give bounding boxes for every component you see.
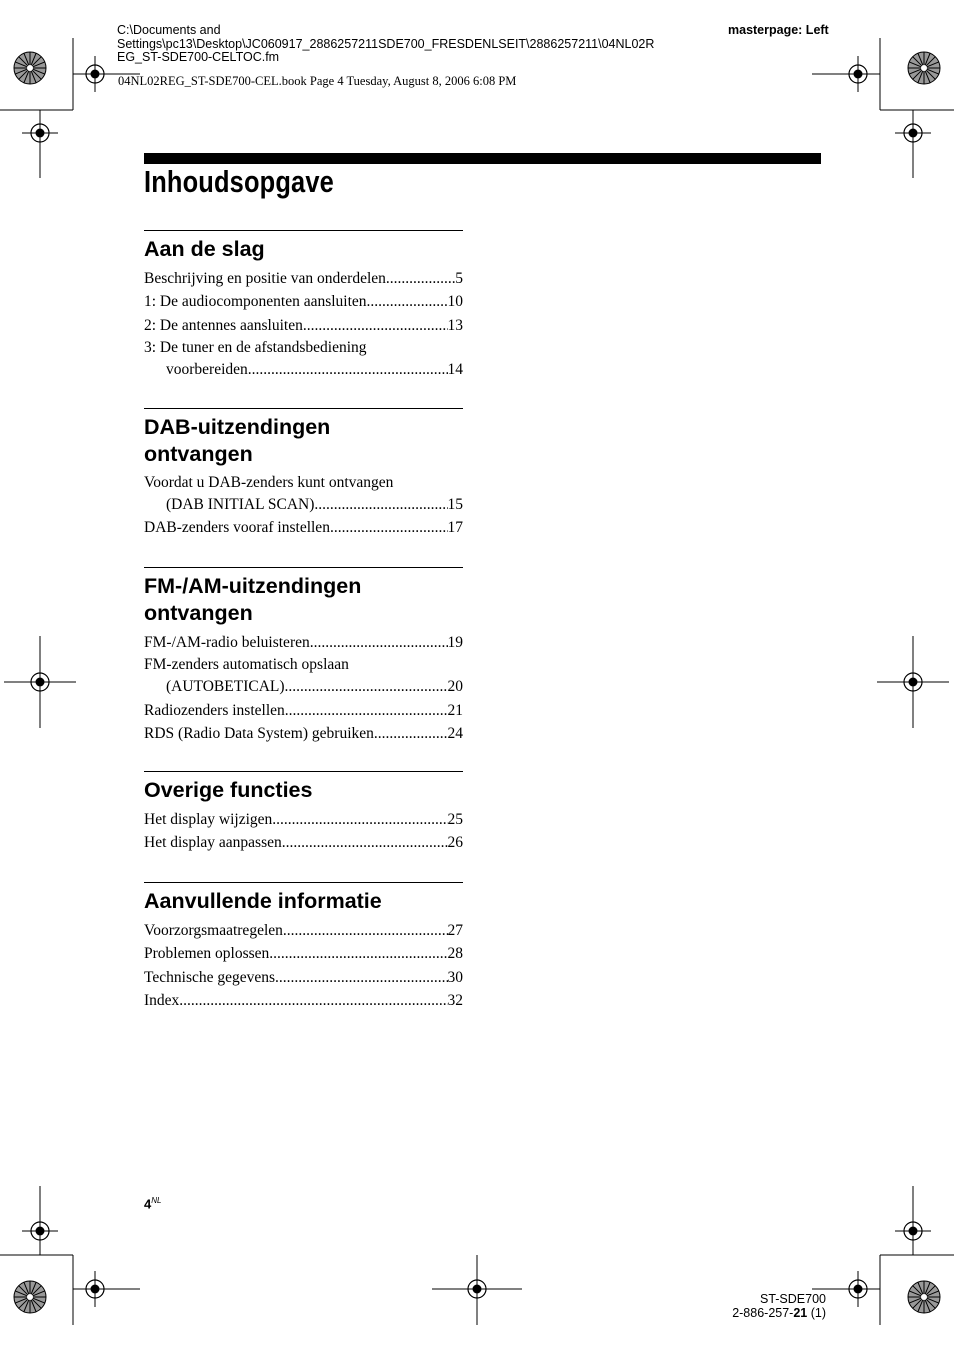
entry-page: 30 (447, 968, 463, 986)
section-title-line: DAB-uitzendingen (144, 415, 331, 439)
entry-text: Radiozenders instellen (144, 701, 285, 719)
toc-entry[interactable] (144, 966, 463, 989)
entry-text: (AUTOBETICAL) (166, 678, 285, 696)
entry-page: 20 (447, 678, 463, 696)
entry-page: 21 (447, 701, 463, 719)
model-code (700, 1306, 826, 1320)
toc-entry[interactable] (144, 631, 463, 654)
toc-entry-multiline[interactable] (144, 337, 463, 381)
toc-entry[interactable] (144, 267, 463, 290)
file-path-header (117, 24, 654, 65)
entry-page: 14 (447, 360, 463, 378)
section-title: Aan de slag (144, 237, 265, 261)
section-title: Overige functies (144, 778, 313, 802)
entry-first-line: Voordat u DAB-zenders kunt ontvangen (144, 474, 394, 491)
section-title (144, 573, 463, 627)
sunburst-mark-top-right (908, 52, 940, 84)
sunburst-mark-bottom-right (908, 1281, 940, 1313)
toc-entry[interactable] (144, 831, 463, 854)
model-info (700, 1292, 826, 1320)
model-name: ST-SDE700 (759, 1292, 826, 1306)
model-code-bold: 21 (793, 1306, 808, 1320)
entry-text: Het display aanpassen (144, 834, 282, 852)
model-code-prefix: 2-886-257- (732, 1306, 794, 1320)
entry-text: 2: De antennes aansluiten (144, 316, 303, 334)
toc-entry-multiline[interactable] (144, 654, 463, 698)
sunburst-mark-bottom-left (14, 1281, 46, 1313)
entry-page: 24 (447, 724, 463, 742)
book-info-line: 04NL02REG_ST-SDE700-CEL.book Page 4 Tuesday, August 8, 2006 6:08 PM (118, 74, 517, 88)
entry-text: Beschrijving en positie van onderdelen (144, 270, 386, 287)
section-title (144, 414, 463, 468)
section-title-line: FM-/AM-uitzendingen (144, 574, 362, 598)
entry-text: (DAB INITIAL SCAN) (166, 496, 315, 513)
entry-text: Index (144, 991, 180, 1009)
entry-page: 15 (447, 496, 463, 513)
toc-entry[interactable] (144, 808, 463, 831)
toc-entry[interactable] (144, 314, 463, 337)
entry-text: DAB-zenders vooraf instellen (144, 519, 330, 537)
entry-text: Het display wijzigen (144, 811, 273, 828)
toc-entry-multiline[interactable] (144, 472, 463, 516)
entry-page: 25 (447, 811, 463, 828)
toc-entry[interactable] (144, 699, 463, 722)
page-number (144, 1196, 161, 1211)
entry-continuation (144, 675, 463, 698)
entry-page: 19 (447, 634, 463, 651)
toc-entry[interactable] (144, 919, 463, 942)
file-path-line: C:\Documents and (117, 23, 221, 37)
toc-entry[interactable] (144, 290, 463, 313)
model-code-suffix: (1) (807, 1306, 826, 1320)
page-title: Inhoudsopgave (144, 164, 334, 199)
section-title-line: ontvangen (144, 601, 253, 625)
entry-page: 26 (447, 834, 463, 852)
entry-text: RDS (Radio Data System) gebruiken (144, 724, 374, 742)
entry-page: 5 (455, 270, 463, 287)
entry-text: voorbereiden (166, 360, 248, 378)
entry-text: 1: De audiocomponenten aansluiten (144, 293, 367, 311)
file-path-line: EG_ST-SDE700-CELTOC.fm (117, 50, 280, 64)
file-path-line: Settings\pc13\Desktop\JC060917_2886257211SDE700_FRESDENLSEIT\2886257211\04NL02R (117, 36, 655, 51)
toc-section-aan-de-slag (144, 230, 463, 381)
toc-section-dab (144, 408, 463, 540)
entry-page: 13 (447, 316, 463, 334)
entry-continuation (144, 493, 463, 516)
entry-text: Technische gegevens (144, 968, 276, 986)
toc-entry[interactable] (144, 722, 463, 745)
entry-continuation (144, 358, 463, 381)
entry-page: 28 (447, 945, 463, 963)
page-number-suffix: NL (151, 1196, 162, 1205)
entry-page: 17 (447, 519, 463, 537)
masterpage-label: masterpage: Left (728, 23, 829, 37)
entry-page: 32 (447, 991, 463, 1009)
title-bar (144, 153, 821, 164)
entry-page: 10 (447, 293, 463, 311)
entry-text: FM-/AM-radio beluisteren (144, 634, 310, 651)
toc-section-aanvullende (144, 882, 463, 1012)
toc-entry[interactable] (144, 942, 463, 965)
section-title: Aanvullende informatie (144, 889, 382, 913)
entry-first-line: FM-zenders automatisch opslaan (144, 656, 349, 674)
entry-first-line: 3: De tuner en de afstandsbediening (144, 338, 367, 356)
entry-page: 27 (447, 922, 463, 939)
page-number-value: 4 (144, 1196, 152, 1212)
toc-entry[interactable] (144, 516, 463, 539)
toc-entry[interactable] (144, 989, 463, 1012)
section-title-line: ontvangen (144, 442, 253, 466)
toc-section-overige (144, 771, 463, 855)
entry-text: Problemen oplossen (144, 945, 270, 963)
toc-section-fm-am (144, 567, 463, 745)
sunburst-mark-top-left (14, 52, 46, 84)
entry-text: Voorzorgsmaatregelen (144, 922, 283, 939)
